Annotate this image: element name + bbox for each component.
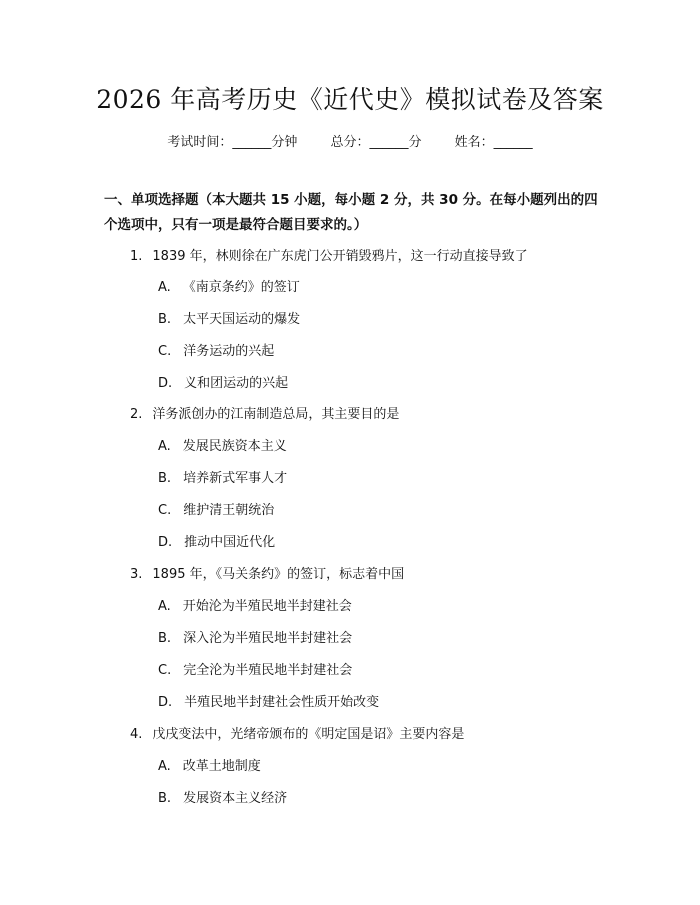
option-text: 义和团运动的兴起 [184, 376, 289, 391]
question-number: 1. [130, 249, 143, 264]
option-letter: B. [158, 312, 172, 327]
question [130, 403, 600, 422]
option-letter: C. [158, 503, 172, 518]
option [158, 755, 598, 774]
option-text: 发展民族资本主义 [182, 439, 287, 454]
option-text: 洋务运动的兴起 [183, 344, 275, 359]
option-text: 深入沦为半殖民地半封建社会 [183, 631, 353, 646]
option-text: 开始沦为半殖民地半封建社会 [182, 599, 352, 614]
exam-meta [0, 131, 700, 150]
option-letter: D. [158, 535, 173, 550]
option-letter: D. [158, 695, 173, 710]
option-text: 发展资本主义经济 [183, 791, 288, 806]
question [130, 245, 600, 264]
question [130, 563, 600, 582]
question-text: 戊戌变法中，光绪帝颁布的《明定国是诏》主要内容是 [152, 727, 465, 742]
option-text: 推动中国近代化 [184, 535, 276, 550]
option [158, 499, 598, 518]
option-text: 太平天国运动的爆发 [183, 312, 301, 327]
option-letter: B. [158, 791, 172, 806]
question-text: 1839 年，林则徐在广东虎门公开销毁鸦片，这一行动直接导致了 [152, 249, 528, 264]
option [158, 372, 598, 391]
total-score-field: 总分：______分 [330, 135, 422, 150]
option-letter: A. [158, 280, 171, 295]
option-letter: B. [158, 631, 172, 646]
option [158, 659, 598, 678]
question-number: 3. [130, 567, 143, 582]
option [158, 787, 598, 806]
option-text: 《南京条约》的签订 [182, 280, 300, 295]
question-text: 1895 年，《马关条约》的签订，标志着中国 [152, 567, 405, 582]
option-letter: C. [158, 344, 172, 359]
page-title: 2026 年高考历史《近代史》模拟试卷及答案 [96, 85, 604, 114]
question-text: 洋务派创办的江南制造总局，其主要目的是 [152, 407, 400, 422]
option [158, 435, 598, 454]
option [158, 627, 598, 646]
name-field: 姓名：______ [454, 135, 533, 150]
option-text: 培养新式军事人才 [183, 471, 288, 486]
option [158, 276, 598, 295]
option-text: 完全沦为半殖民地半封建社会 [183, 663, 353, 678]
option [158, 340, 598, 359]
question [130, 723, 600, 742]
question-number: 4. [130, 727, 143, 742]
option-letter: A. [158, 759, 171, 774]
option-text: 改革土地制度 [182, 759, 261, 774]
option-text: 半殖民地半封建社会性质开始改变 [184, 695, 380, 710]
option [158, 531, 598, 550]
option-letter: A. [158, 439, 171, 454]
option-text: 维护清王朝统治 [183, 503, 275, 518]
option [158, 308, 598, 327]
option-letter: B. [158, 471, 172, 486]
option [158, 691, 598, 710]
question-number: 2. [130, 407, 143, 422]
section-heading: 一、单项选择题（本大题共 15 小题，每小题 2 分，共 30 分。在每小题列出的四个选项中，只有一项是最符合题目要求的。） [104, 192, 598, 233]
exam-time-field: 考试时间：______分钟 [167, 135, 298, 150]
option-letter: A. [158, 599, 171, 614]
option-letter: D. [158, 376, 173, 391]
option-letter: C. [158, 663, 172, 678]
option [158, 595, 598, 614]
option [158, 467, 598, 486]
